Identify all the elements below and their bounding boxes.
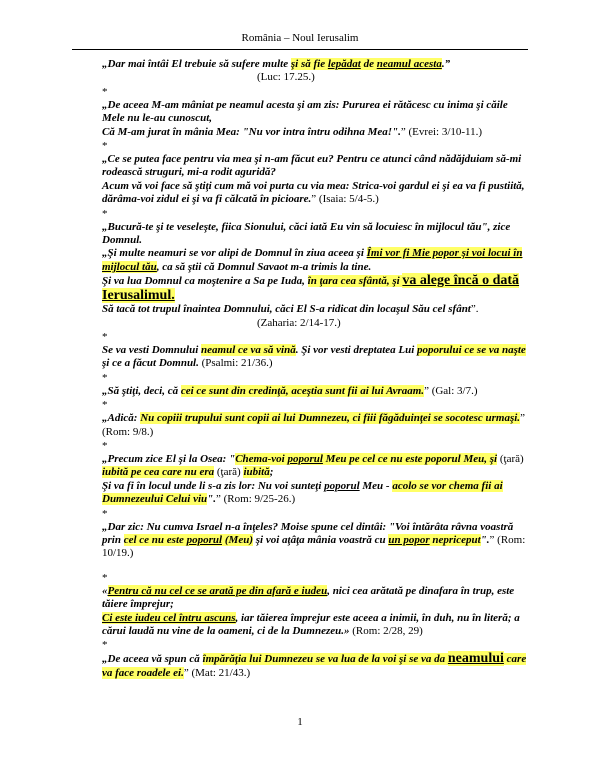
separator-star: * (102, 439, 108, 452)
quote-hebrews-2: Că M-am jurat în mânia Mea: "Nu vor intra întru odihna Mea!".” (Evrei: 3/10-11.) (102, 125, 483, 138)
quote-romans-10: „Dar zic: Nu cumva Israel n-a înţeles? Moise spune cel dintâi: "Voi întărâta râvna voastră prin cel ce nu este poporul (Meu) şi voi aţâţa mânia voastră cu un popor nepriceput".” (Rom: 10/19.) (102, 520, 526, 560)
header-rule (72, 49, 528, 50)
quote-matthew: „De aceea vă spun că împărăţia lui Dumnezeu se va lua de la voi şi se va da neamului care va face roadele ei.” (Mat: 21/43.) (102, 651, 527, 679)
separator-star: * (102, 399, 108, 412)
quote-romans-9-25: „Precum zice El şi la Osea: "Chema-voi poporul Meu pe cel ce nu este poporul Meu, şi (ţară) iubită pe cea care nu era (ţară) iubită; (102, 452, 524, 479)
quote-zechariah-2: „Şi multe neamuri se vor alipi de Domnul în ziua aceea şi Îmi vor fi Mie popor şi voi locui în mijlocul tău, ca să ştii că Domnul Savaot m-a trimis la tine. (102, 247, 523, 273)
ref-zechariah: (Zaharia: 2/14-17.) (257, 316, 341, 329)
ref-luke: (Luc: 17.25.) (257, 71, 315, 84)
page-header: România – Noul Ierusalim (241, 32, 359, 44)
quote-romans-9-26: Şi va fi în locul unde li s-a zis lor: Nu voi sunteţi poporul Meu - acolo se vor chema fii ai Dumnezeului Celui viu".” (Rom: 9/25-26.) (102, 479, 503, 506)
separator-star: * (102, 507, 108, 520)
quote-romans-2-b: Ci este iudeu cel întru ascuns, iar tăierea împrejur este aceea a inimii, în duh, nu în literă; a cărui laudă nu vine de la oameni, ci de la Dumnezeu.» (Rom: 2/28, 29) (102, 611, 520, 637)
quote-zechariah-3: Şi va lua Domnul ca moştenire a Sa pe Iuda, în ţara cea sfântă, şi va alege încă o dată Ierusalimul. (102, 273, 520, 303)
quote-romans-9-8: „Adică: Nu copiii trupului sunt copii ai lui Dumnezeu, ci fiii făgăduinţei se socotesc urmaşi.” (Rom: 9/8.) (102, 412, 525, 438)
quote-luke: „Dar mai întâi El trebuie să sufere multe şi să fie lepădat de neamul acesta.” (102, 58, 451, 70)
separator-star: * (102, 140, 108, 153)
separator-star: * (102, 639, 108, 652)
quote-psalms: Se va vesti Domnului neamul ce va să vină. Şi vor vesti dreptatea Lui poporului ce se va naşte şi ce a făcut Domnul. (Psalmi: 21/36.) (102, 343, 526, 370)
quote-hebrews-1: „De aceea M-am mâniat pe neamul acesta şi am zis: Pururea ei rătăcesc cu inima şi căile Mele nu le-au cunoscut, (102, 98, 508, 125)
quote-zechariah-1: „Bucură-te şi te veseleşte, fiica Sionului, căci iată Eu vin să locuiesc în mijlocul tău", zice Domnul. (102, 220, 511, 247)
document-body (72, 58, 528, 680)
quote-zechariah-4: Să tacă tot trupul înaintea Domnului, căci El S-a ridicat din locaşul Său cel sfânt”. (102, 303, 479, 316)
quote-galatians: „Să ştiţi, deci, că cei ce sunt din credinţă, aceştia sunt fii ai lui Avraam.” (Gal: 3/7.) (102, 384, 478, 397)
separator-star: * (102, 330, 108, 343)
page-number: 1 (297, 716, 303, 728)
separator-star: * (102, 371, 108, 384)
separator-star: * (102, 571, 108, 584)
quote-isaiah-2: Acum vă voi face să ştiţi cum mă voi purta cu via mea: Strica-voi gardul ei şi ea va fi pustiită, dărâma-voi zidul ei şi va fi călcată în picioare.” (Isaia: 5/4-5.) (102, 179, 525, 206)
quote-isaiah-1: „Ce se putea face pentru via mea şi n-am făcut eu? Pentru ce atunci când nădăjduiam să-mi rodească struguri, mi-a rodit aguridă? (102, 153, 522, 179)
quote-romans-2: «Pentru că nu cel ce se arată pe din afară e iudeu, nici cea arătată pe dinafara în trup, este tăiere împrejur; (102, 584, 515, 611)
separator-star: * (102, 207, 108, 220)
separator-star: * (102, 85, 108, 98)
